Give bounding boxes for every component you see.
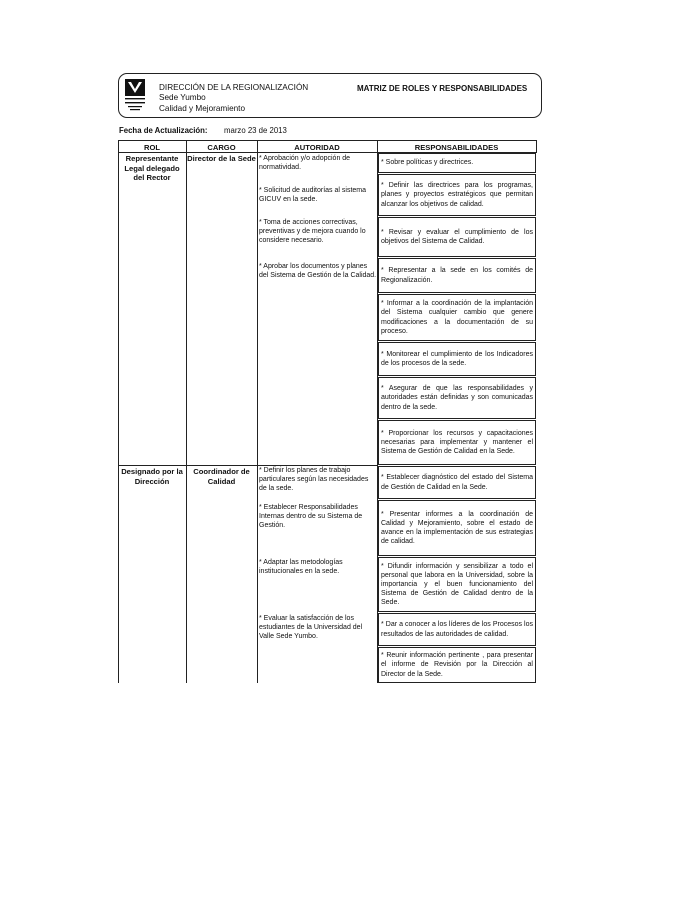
- row1-responsabilidad-cell: [378, 217, 536, 257]
- responsabilidad-text: * Dar a conocer a los líderes de los Procesos los resultados de las autoridades de calidad.: [381, 621, 533, 638]
- row1-responsabilidad-cell: [378, 294, 536, 341]
- col-line: [118, 140, 119, 683]
- col-line: [186, 140, 187, 683]
- row2-cargo: Coordinador de Calidad: [193, 467, 250, 486]
- responsabilidad-text: * Representar a la sede en los comités de Regionalización.: [381, 267, 533, 284]
- org-line-3: Calidad y Mejoramiento: [159, 103, 246, 113]
- row1-responsabilidad-cell: [378, 153, 536, 173]
- responsabilidad-text: * Difundir información y sensibilizar a todo el personal que labora en la Universidad, sobre la importancia y el buen funcionamiento del Sistema de Gestión de Calidad dentro de la Sede.: [381, 562, 533, 607]
- row1-responsabilidad-cell: [378, 258, 536, 293]
- col-line: [257, 140, 258, 683]
- row1-rol: Representante Legal delegado del Rector: [124, 154, 180, 182]
- row2-autoridad-item: * Establecer Responsabilidades Internas dentro de su Sistema de Gestión.: [259, 504, 363, 530]
- responsabilidad-text: * Sobre políticas y directrices.: [381, 159, 474, 167]
- row2-responsabilidad-cell: [378, 557, 536, 612]
- document-title: MATRIZ DE ROLES Y RESPONSABILIDADES: [357, 84, 528, 93]
- row1-autoridad-item: * Solicitud de auditorías al sistema GICUV en la sede.: [259, 187, 366, 204]
- update-value: marzo 23 de 2013: [224, 126, 287, 135]
- update-label: Fecha de Actualización:: [119, 126, 208, 135]
- row2-responsabilidad-cell: [378, 647, 536, 683]
- row2-rol: Designado por la Dirección: [121, 467, 183, 486]
- row2-autoridad-item: * Adaptar las metodologías institucionales en la sede.: [259, 559, 343, 576]
- org-line-2: Sede Yumbo: [159, 93, 206, 103]
- row1-responsabilidad-cell: [378, 342, 536, 376]
- column-header-rol: ROL: [143, 143, 161, 152]
- column-header-autoridad: AUTORIDAD: [294, 143, 340, 152]
- responsabilidad-text: * Revisar y evaluar el cumplimiento de los objetivos del Sistema de Calidad.: [381, 228, 533, 245]
- row2-responsabilidad-cell: [378, 500, 536, 556]
- university-logo: [124, 78, 146, 114]
- row2-responsabilidad-cell: [378, 613, 536, 646]
- update-date: [119, 126, 287, 135]
- row2-responsabilidad-cell: [378, 466, 536, 499]
- col-line: [536, 140, 537, 153]
- org-line-1: DIRECCIÓN DE LA REGIONALIZACIÓN: [159, 83, 309, 92]
- responsabilidad-text: * Establecer diagnóstico del estado del Sistema de Gestión de Calidad en la Sede.: [381, 474, 533, 491]
- row1-responsabilidad-cell: [378, 174, 536, 216]
- organization-block: [159, 83, 308, 114]
- row1-responsabilidad-cell: [378, 377, 536, 419]
- row1-autoridad-item: * Aprobar los documentos y planes del Sistema de Gestión de la Calidad.: [259, 263, 377, 280]
- responsabilidad-text: * Informar a la coordinación de la implantación del Sistema cualquier cambio que genere modificaciones a la documentación de su proceso.: [381, 300, 533, 335]
- document-header: [118, 73, 542, 118]
- row1-responsabilidad-cell: [378, 420, 536, 465]
- responsabilidad-text: * Definir las directrices para los programas, planes y proyectos estratégicos que permitan alcanzar los objetivos de calidad.: [381, 182, 533, 208]
- column-header-cargo: CARGO: [207, 143, 236, 152]
- row1-autoridad-item: * Aprobación y/o adopción de normatividad.: [259, 155, 351, 172]
- responsabilidad-text: * Monitorear el cumplimiento de los Indicadores de los procesos de la sede.: [381, 350, 533, 367]
- column-header-responsabilidades: RESPONSABILIDADES: [414, 143, 499, 152]
- row2-autoridad-item: * Definir los planes de trabajo particulares según las necesidades de la sede.: [259, 467, 369, 493]
- row1-cargo: Director de la Sede: [187, 154, 256, 163]
- responsabilidad-text: * Reunir información pertinente , para presentar el informe de Revisión por la Dirección al Director de la Sede.: [381, 652, 533, 678]
- row1-autoridad-item: * Toma de acciones correctivas, preventivas y de mejora cuando lo considere necesario.: [259, 219, 366, 245]
- responsabilidad-text: * Proporcionar los recursos y capacitaciones necesarias para implementar y mantener el Sistema de Gestión de Calidad en la Sede.: [381, 429, 533, 456]
- row2-autoridad-item: * Evaluar la satisfacción de los estudiantes de la Universidad del Valle Sede Yumbo.: [259, 615, 363, 641]
- responsabilidad-text: * Presentar informes a la coordinación de Calidad y Mejoramiento, sobre el estado de avance en la implementación de sus estrategias de calidad.: [381, 510, 533, 546]
- responsabilidad-text: * Asegurar de que las responsabilidades y autoridades están definidas y son comunicadas dentro de la sede.: [381, 385, 533, 411]
- table-top-border: [118, 140, 536, 141]
